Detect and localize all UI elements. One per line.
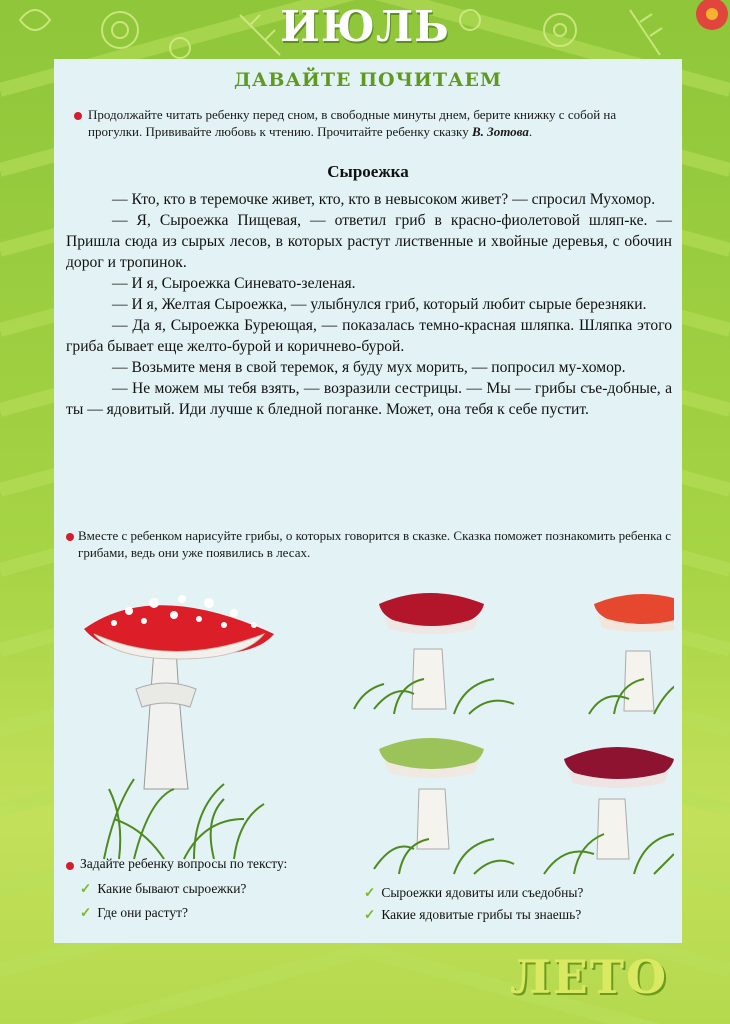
question-item: ✓ Какие ядовитые грибы ты знаешь? — [364, 907, 582, 922]
story-line: — Не можем мы тебя взять, — возразили сестрицы. — Мы — грибы съе-добные, а ты — ядовитый. Иди лучше к бледной поганке. Может, она тебя к себе пустит. — [66, 380, 672, 418]
story-line: — Кто, кто в теремочке живет, кто, кто в невысоком живет? — спросил Мухомор. — [112, 191, 656, 208]
fly-agaric-mushroom-icon — [84, 595, 274, 859]
green-russula-mushroom-icon — [374, 738, 514, 874]
check-icon: ✓ — [364, 885, 376, 900]
story-line: — И я, Желтая Сыроежка, — улыбнулся гриб, который любит сырые березняки. — [112, 296, 647, 313]
check-icon: ✓ — [364, 907, 376, 922]
story-line: — И я, Сыроежка Синевато-зеленая. — [112, 275, 356, 292]
story-title: Сыроежка — [327, 162, 409, 181]
section-heading: ДАВАЙТЕ ПОЧИТАЕМ — [233, 69, 502, 91]
story-line: — Да я, Сыроежка Буреющая, — показалась темно-красная шляпка. Шляпка этого гриба бывает еще желто-бурой и коричнево-бурой. — [66, 317, 672, 355]
intro-text: Продолжайте читать ребенку перед сном, в свободные минуты днем, берите книжку с собой на прогулки. Прививайте любовь к чтению. Прочитайте ребенку сказку — [88, 107, 617, 139]
check-icon: ✓ — [80, 905, 92, 920]
story-line: — Возьмите меня в свой теремок, я буду мух морить, — попросил му-хомор. — [112, 359, 626, 376]
mushrooms-illustration — [74, 589, 674, 879]
dark-russula-mushroom-icon — [544, 747, 674, 874]
intro-author: В. Зотова — [471, 124, 529, 139]
question-item: ✓ Сыроежки ядовиты или съедобны? — [364, 885, 584, 900]
questions-intro: Задайте ребенку вопросы по тексту: — [80, 856, 288, 871]
question-item: ✓ Какие бывают сыроежки? — [80, 881, 247, 896]
bullet-icon — [66, 862, 74, 870]
month-title: ИЮЛЬ — [280, 2, 450, 51]
season-title: ЛЕТО — [510, 950, 669, 1004]
bullet-icon — [66, 533, 74, 541]
content-panel — [54, 59, 682, 943]
check-icon: ✓ — [80, 881, 92, 896]
story-text — [66, 189, 672, 420]
orange-russula-mushroom-icon — [589, 594, 674, 714]
story-line: — Я, Сыроежка Пищевая, — ответил гриб в красно-фиолетовой шляп-ке. — Пришла сюда из сырых лесов, в которых растут лиственные и хвойные деревья, с обочин дорог и тропинок. — [66, 212, 672, 271]
question-item: ✓ Где они растут? — [80, 905, 189, 920]
intro-paragraph: Продолжайте читать ребенку перед сном, в свободные минуты днем, берите книжку с собой на прогулки. Прививайте любовь к чтению. Прочитайте ребенку сказку В. Зотова. — [88, 107, 617, 139]
bullet-icon — [74, 112, 82, 120]
red-russula-mushroom-icon — [354, 593, 514, 714]
draw-task-paragraph: Вместе с ребенком нарисуйте грибы, о которых говорится в сказке. Сказка поможет познакомить ребенка с грибами, ведь они уже появились в лесах. — [78, 528, 671, 560]
